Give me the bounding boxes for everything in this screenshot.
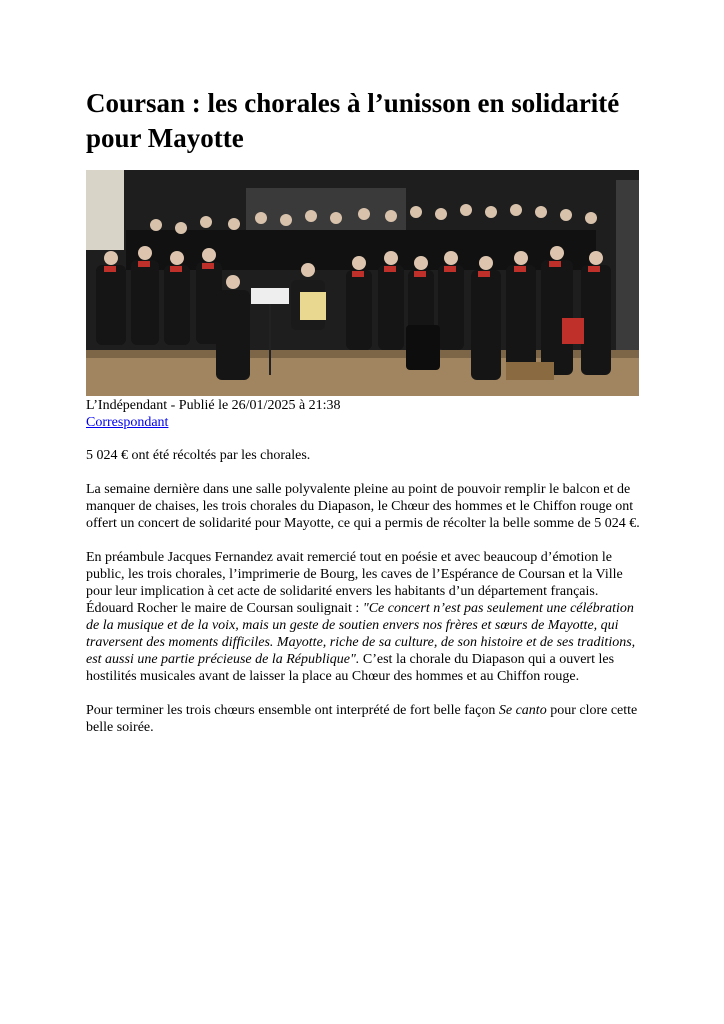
choir-photo-illustration (86, 170, 639, 396)
paragraph-2-text-b: C’est la chorale du Diapason qui a ouvert les hostilités musicales avant de laisser la place au Chœur des hommes et au Chiffon rouge. (86, 652, 615, 684)
article-title: Coursan : les chorales à l’unisson en solidarité pour Mayotte (86, 88, 620, 153)
song-title: Se canto (498, 703, 547, 718)
article-body (86, 447, 640, 753)
choir-photo (86, 170, 639, 396)
paragraph-2 (86, 549, 640, 685)
mayor-quote: "Ce concert n’est pas seulement une célébration de la musique et de la voix, mais un geste de soutien envers nos frères et sœurs de Mayotte, qui traversent des moments difficiles. Mayotte, riche de sa culture, de son histoire et de ses traditions, est aussi une partie précieuse de la République". (86, 601, 636, 667)
paragraph-3-text-a: Pour terminer les trois chœurs ensemble ont interprété de fort belle façon (86, 703, 499, 718)
author-link[interactable]: Correspondant (86, 415, 169, 430)
lead-paragraph: 5 024 € ont été récoltés par les chorales. (86, 448, 311, 463)
paragraph-3 (86, 702, 640, 736)
paragraph-2-text-a: En préambule Jacques Fernandez avait remercié tout en poésie et avec beaucoup d’émotion le public, les trois chorales, l’imprimerie de Bourg, les caves de l’Espérance de Coursan et la Ville pour leur implication à cet acte de solidarité envers les habitants d’un département français. Édouard Rocher le maire de Coursan soulignait : (86, 550, 623, 616)
article-meta: L’Indépendant - Publié le 26/01/2025 à 21:38 (86, 398, 341, 413)
paragraph-3-text-b: pour clore cette belle soirée. (86, 703, 638, 735)
author-byline (86, 414, 168, 431)
paragraph-1: La semaine dernière dans une salle polyvalente pleine au point de pouvoir remplir le balcon et de manquer de chaises, les trois chorales du Diapason, le Chœur des hommes et le Chiffon rouge ont offert un concert de solidarité pour Mayotte, ce qui a permis de récolter la belle somme de 5 024 €. (86, 482, 640, 531)
